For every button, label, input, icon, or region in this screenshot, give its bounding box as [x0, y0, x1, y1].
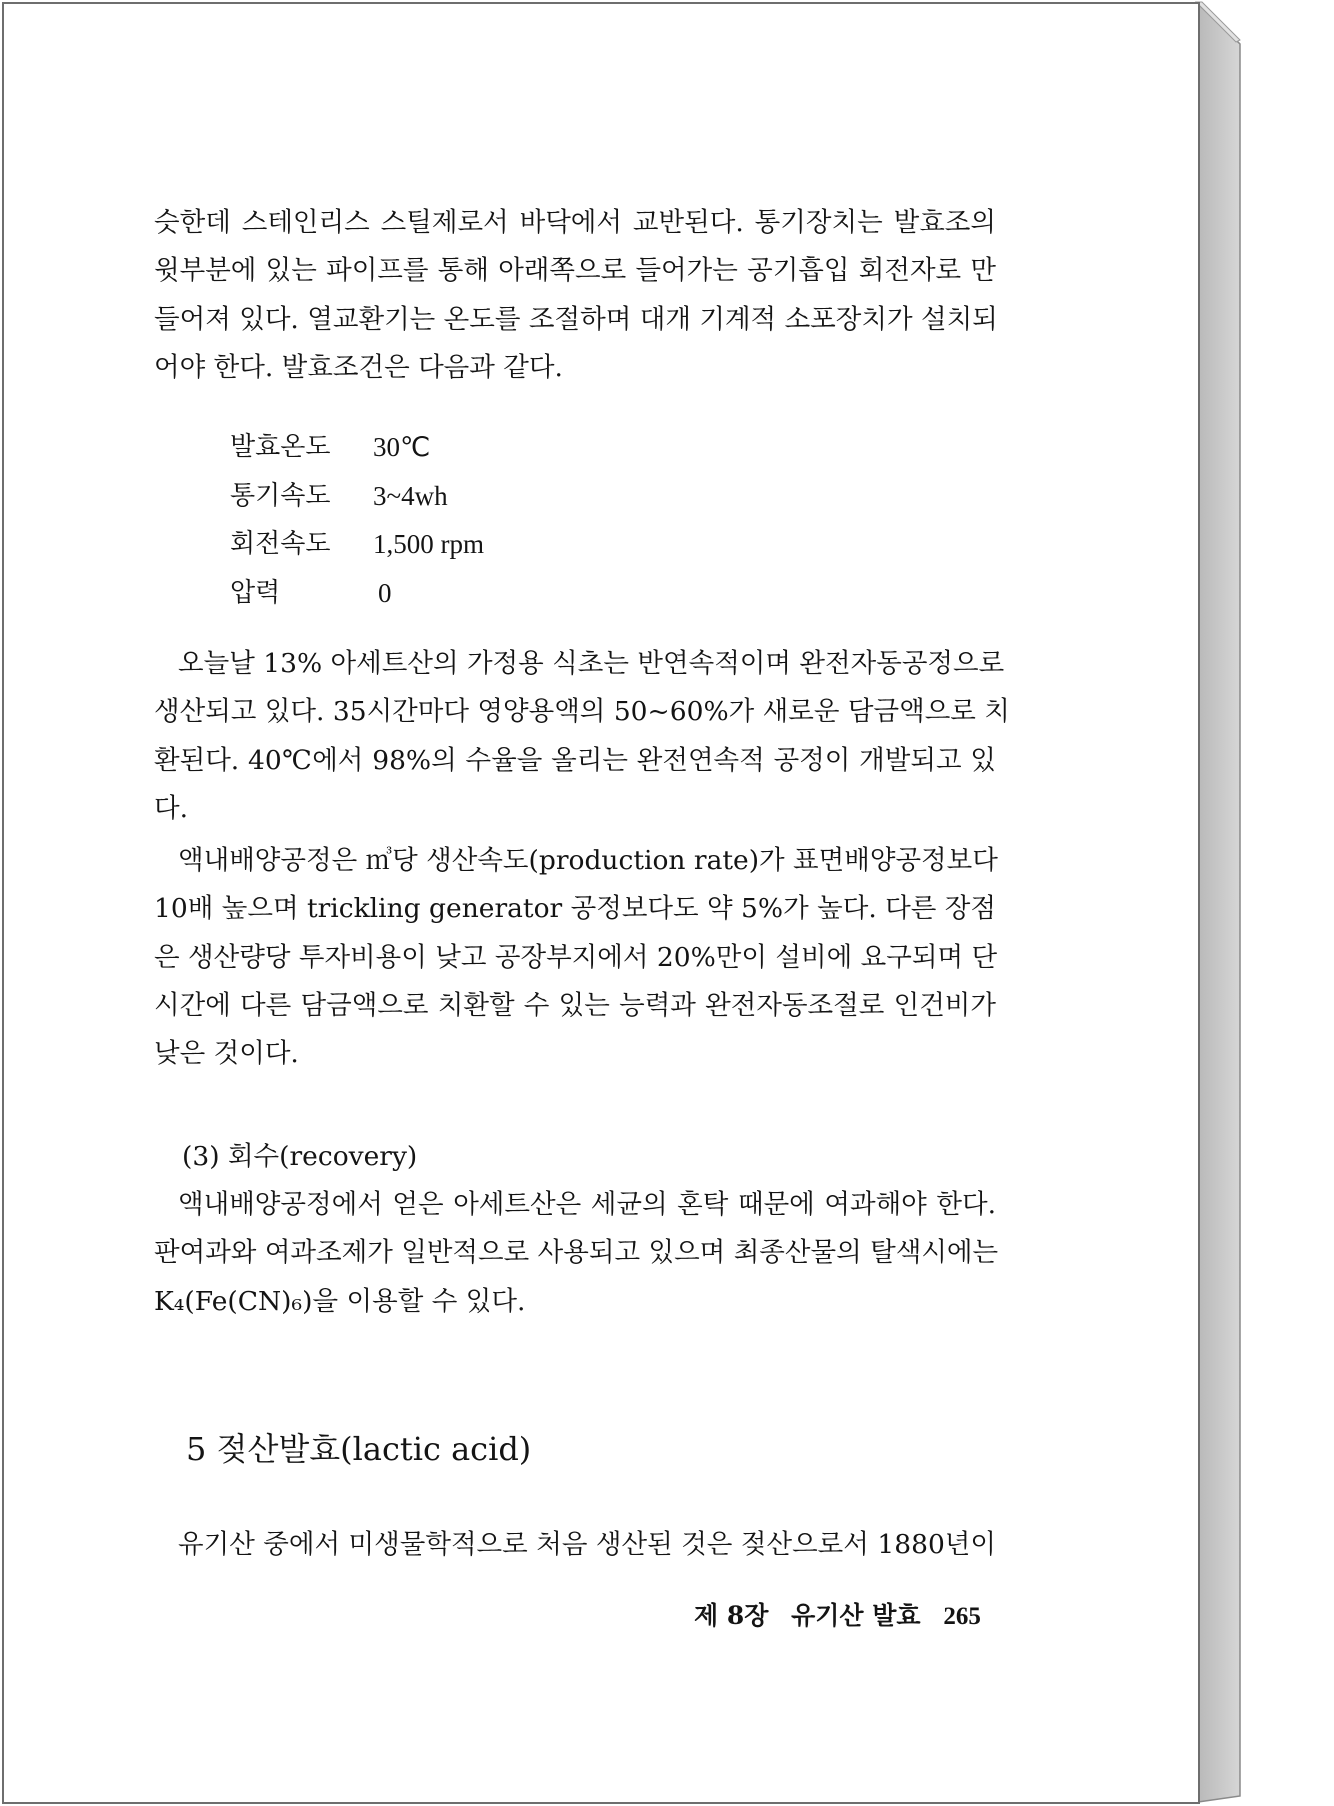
text-line: K₄(Fe(CN)₆)을 이용할 수 있다. [154, 1285, 526, 1317]
condition-value: 1,500 rpm [373, 529, 484, 559]
text-line: 낮은 것이다. [154, 1038, 299, 1070]
text-line: 시간에 다른 담금액으로 치환할 수 있는 능력과 완전자동조절로 인건비가 [154, 989, 996, 1021]
book-page [4, 4, 1198, 1802]
footer-chapter: 제 8장 [694, 1601, 769, 1630]
condition-value: 30℃ [373, 432, 431, 462]
text-line: 은 생산량당 투자비용이 낮고 공장부지에서 20%만이 설비에 요구되며 단 [154, 941, 998, 973]
text-line: 유기산 중에서 미생물학적으로 처음 생산된 것은 젖산으로서 1880년이 [178, 1529, 996, 1560]
body-paragraph-recovery [154, 1181, 999, 1326]
body-paragraph-3 [154, 837, 996, 1078]
text-line: 액내배양공정에서 얻은 아세트산은 세균의 혼탁 때문에 여과해야 한다. [178, 1189, 996, 1220]
text-line: 액내배양공정은 ㎥당 생산속도(production rate)가 표면배양공정보다 [178, 845, 998, 876]
text-line: 10배 높으며 trickling generator 공정보다도 약 5%가 높다. 다른 장점 [154, 893, 996, 925]
condition-label: 통기속도 [230, 481, 331, 511]
body-paragraph-1 [154, 199, 996, 392]
text-line: 어야 한다. 발효조건은 다음과 같다. [154, 351, 563, 383]
text-line: 오늘날 13% 아세트산의 가정용 식초는 반연속적이며 완전자동공정으로 [178, 648, 1005, 679]
text-line: 생산되고 있다. 35시간마다 영양용액의 50~60%가 새로운 담금액으로 치 [154, 696, 1010, 728]
text-line: 슷한데 스테인리스 스틸제로서 바닥에서 교반된다. 통기장치는 발효조의 [154, 207, 996, 238]
text-line: 다. [154, 792, 189, 824]
text-line: 환된다. 40℃에서 98%의 수율을 올리는 완전연속적 공정이 개발되고 있 [154, 744, 996, 776]
body-paragraph-2 [154, 640, 1010, 833]
condition-value: 0 [378, 578, 392, 608]
condition-label: 발효온도 [230, 432, 331, 462]
condition-label: 압력 [230, 578, 281, 608]
text-line: 들어져 있다. 열교환기는 온도를 조절하며 대개 기계적 소포장치가 설치되 [154, 303, 998, 335]
section-heading-recovery: (3) 회수(recovery) [182, 1141, 418, 1172]
text-line: 판여과와 여과조제가 일반적으로 사용되고 있으며 최종산물의 탈색시에는 [154, 1237, 999, 1269]
chapter-heading-lactic-acid: 5 젖산발효(lactic acid) [186, 1430, 532, 1468]
condition-label: 회전속도 [230, 529, 331, 559]
text-line: 윗부분에 있는 파이프를 통해 아래쪽으로 들어가는 공기흡입 회전자로 만 [154, 255, 996, 287]
footer-title: 유기산 발효 [791, 1601, 921, 1630]
page-footer [694, 1596, 995, 1632]
body-paragraph-lactic-acid [154, 1521, 996, 1569]
condition-value: 3~4wh [373, 481, 448, 511]
page-number: 265 [943, 1603, 981, 1630]
